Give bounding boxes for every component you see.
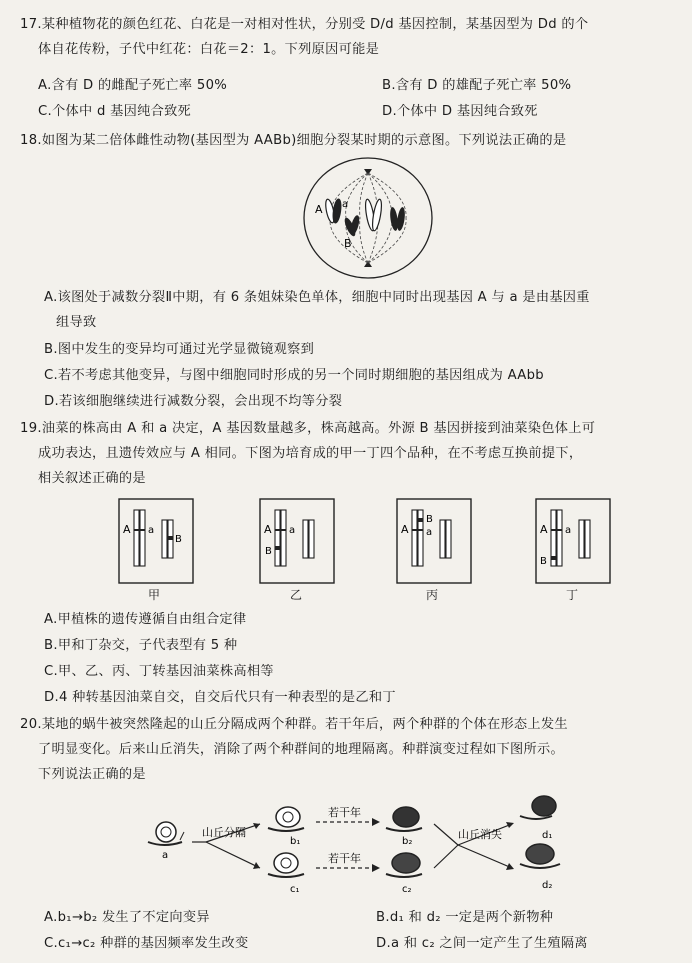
q17-option-b: B.含有 D 的雄配子死亡率 50% <box>382 78 572 93</box>
chromosome-4 <box>389 207 406 232</box>
yi-label-B: B <box>265 546 272 557</box>
label-separation: 山丘分隔 <box>202 826 246 839</box>
label-years-bottom: 若干年 <box>328 852 361 865</box>
q19-option-c: C.甲、乙、丙、丁转基因油菜株高相等 <box>44 664 274 679</box>
snail-b2 <box>386 807 422 831</box>
label-c2: c₂ <box>402 884 412 895</box>
q19-option-b: B.甲和丁杂交，子代表型有 5 种 <box>44 638 238 653</box>
variety-panel-bing <box>396 498 472 584</box>
question-17 <box>20 12 680 62</box>
chromosome-3 <box>364 199 383 232</box>
jia-label-B: B <box>175 534 182 545</box>
variety-name-ding: 丁 <box>566 588 579 602</box>
q19-stem-line3: 相关叙述正确的是 <box>38 471 146 486</box>
q17-option-a: A.含有 D 的雌配子死亡率 50% <box>38 78 228 93</box>
ding-label-a: a <box>565 525 572 536</box>
bing-label-a: a <box>426 527 433 538</box>
variety-panel-yi <box>259 498 335 584</box>
q20-stem-line2: 了明显变化。后来山丘消失，消除了两个种群间的地理隔离。种群演变过程如下图所示。 <box>38 742 565 757</box>
q20-option-d: D.a 和 c₂ 之间一定产生了生殖隔离 <box>376 936 588 951</box>
chromosome-2 <box>343 214 361 237</box>
q20-stem-line3: 下列说法正确的是 <box>38 767 146 782</box>
variety-name-jia: 甲 <box>148 588 161 602</box>
label-disappear: 山丘消失 <box>458 828 502 841</box>
label-d2: d₂ <box>542 880 553 891</box>
fig18-label-B: B <box>344 237 352 250</box>
q18-option-b: B.图中发生的变异均可通过光学显微镜观察到 <box>44 342 315 357</box>
q17-stem-line2: 体自花传粉，子代中红花：白花＝2：1。下列原因可能是 <box>38 42 380 57</box>
question-18 <box>20 128 680 153</box>
variety-panel-jia <box>118 498 194 584</box>
yi-label-A: A <box>264 523 272 536</box>
q20-option-c: C.c₁→c₂ 种群的基因频率发生改变 <box>44 936 249 951</box>
label-b2: b₂ <box>402 836 413 847</box>
variety-name-yi: 乙 <box>290 588 303 602</box>
ding-label-B: B <box>540 556 547 567</box>
snail-d1 <box>520 796 556 819</box>
ding-label-A: A <box>540 523 548 536</box>
snail-d2 <box>520 844 560 868</box>
fig18-label-a: a <box>342 199 349 210</box>
snail-evolution-diagram <box>140 790 600 900</box>
q19-option-d: D.4 种转基因油菜自交，自交后代只有一种表型的是乙和丁 <box>44 690 396 705</box>
q17-option-d: D.个体中 D 基因纯合致死 <box>382 104 538 119</box>
q19-stem-line2: 成功表达，且遗传效应与 A 相同。下图为培育成的甲一丁四个品种，在不考虑互换前提下， <box>38 446 583 461</box>
label-b1: b₁ <box>290 836 301 847</box>
q19-option-a: A.甲植株的遗传遵循自由组合定律 <box>44 612 247 627</box>
variety-name-bing: 丙 <box>426 588 439 602</box>
snail-a <box>148 822 184 845</box>
q18-option-a-cont: 组导致 <box>56 315 97 330</box>
q19-stem-line1: 19.油菜的株高由 A 和 a 决定，A 基因数量越多，株高越高。外源 B 基因拼接到油菜染色体上可 <box>20 421 596 436</box>
yi-label-a: a <box>289 525 296 536</box>
bing-label-B: B <box>426 514 433 525</box>
label-years-top: 若干年 <box>328 806 361 819</box>
q17-option-c: C.个体中 d 基因纯合致死 <box>38 104 192 119</box>
bing-label-A: A <box>401 523 409 536</box>
label-a: a <box>162 850 169 861</box>
q18-stem: 18.如图为某二倍体雌性动物(基因型为 AABb)细胞分裂某时期的示意图。下列说法正确的是 <box>20 133 567 148</box>
snail-b1 <box>268 807 304 831</box>
chromosome-1 <box>324 199 342 224</box>
variety-panel-ding <box>535 498 611 584</box>
cell-division-figure <box>298 155 438 281</box>
q18-option-c: C.若不考虑其他变异，与图中细胞同时形成的另一个同时期细胞的基因组成为 AAbb <box>44 368 544 383</box>
jia-label-a: a <box>148 525 155 536</box>
question-20 <box>20 712 680 787</box>
snail-c1 <box>268 853 304 877</box>
label-d1: d₁ <box>542 830 553 841</box>
q20-option-a: A.b₁→b₂ 发生了不定向变异 <box>44 910 210 925</box>
q18-option-a: A.该图处于减数分裂Ⅱ中期，有 6 条姐妹染色单体，细胞中同时出现基因 A 与 a 是由基因重 <box>44 290 590 305</box>
q17-stem-line1: 17.某种植物花的颜色红花、白花是一对相对性状，分别受 D/d 基因控制，某基因型为 Dd 的个 <box>20 17 589 32</box>
question-19 <box>20 416 680 491</box>
q20-option-b: B.d₁ 和 d₂ 一定是两个新物种 <box>376 910 554 925</box>
label-c1: c₁ <box>290 884 300 895</box>
snail-c2 <box>386 853 422 877</box>
jia-label-A: A <box>123 523 131 536</box>
fig18-label-A: A <box>315 203 323 216</box>
q18-option-d: D.若该细胞继续进行减数分裂，会出现不均等分裂 <box>44 394 343 409</box>
q20-stem-line1: 20.某地的蜗牛被突然隆起的山丘分隔成两个种群。若干年后，两个种群的个体在形态上发生 <box>20 717 568 732</box>
